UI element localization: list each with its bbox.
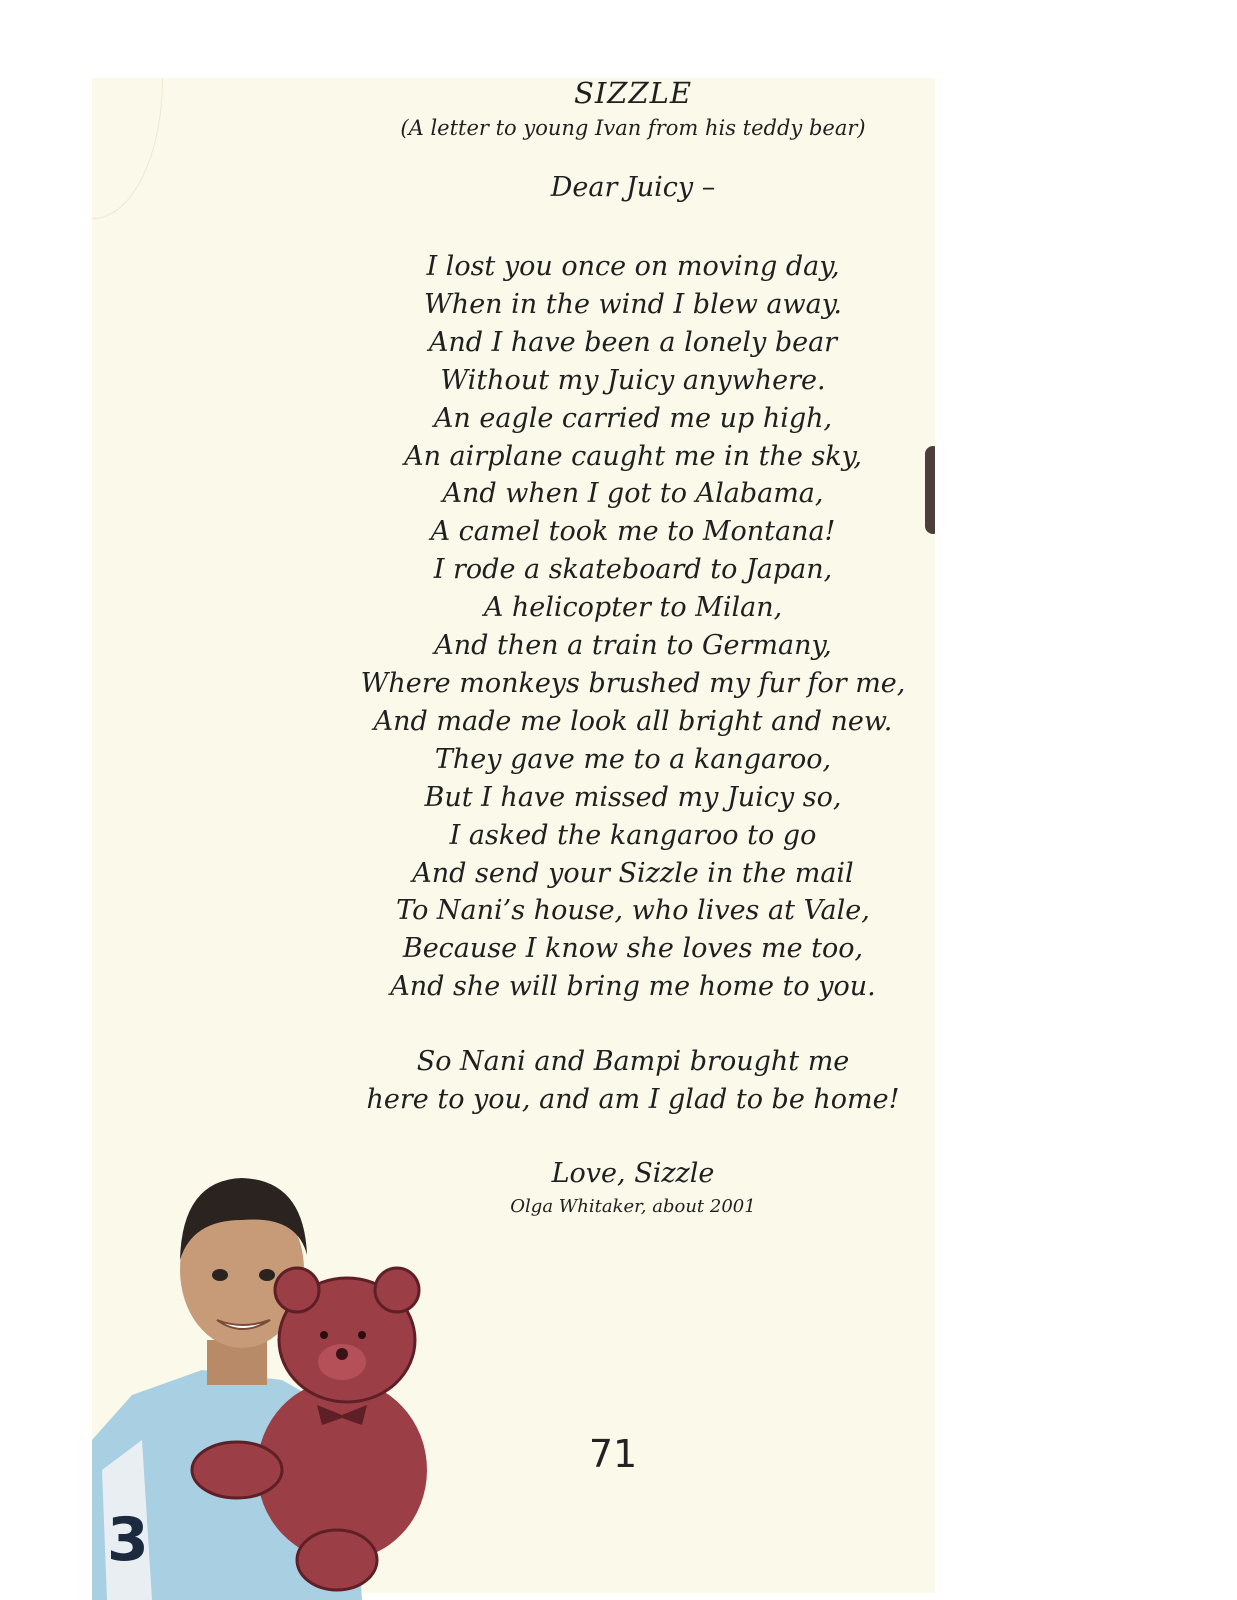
right-eye: [259, 1269, 275, 1281]
bear-ear-left: [275, 1268, 319, 1312]
left-eye: [212, 1269, 228, 1281]
paper-curl: [92, 78, 163, 219]
bear-nose: [336, 1348, 348, 1360]
poem-line: Where monkeys brushed my fur for me,: [360, 667, 906, 699]
salutation: Dear Juicy –: [550, 172, 716, 203]
poem-line: And then a train to Germany,: [434, 630, 832, 662]
signoff: Love, Sizzle: [551, 1158, 715, 1189]
poem-line: But I have missed my Juicy so,: [424, 781, 842, 813]
poem-subtitle: (A letter to young Ivan from his teddy bear): [400, 116, 866, 140]
bear-ear-right: [375, 1268, 419, 1312]
poem-line: When in the wind I blew away.: [424, 288, 842, 320]
poem-line: And she will bring me home to you.: [390, 971, 876, 1003]
poem-line: I lost you once on moving day,: [426, 251, 840, 282]
bear-eye-left: [320, 1331, 328, 1339]
poem-line: And made me look all bright and new.: [373, 705, 893, 737]
poem-line: I rode a skateboard to Japan,: [433, 554, 833, 586]
poem-line: An eagle carried me up high,: [433, 402, 833, 434]
poem-title: SIZZLE: [573, 76, 693, 110]
author-credit: Olga Whitaker, about 2001: [510, 1196, 756, 1217]
poem-line: And when I got to Alabama,: [442, 478, 824, 510]
poem-line: And send your Sizzle in the mail: [412, 857, 854, 889]
page-number: 71: [588, 1432, 638, 1476]
poem-line: And I have been a lonely bear: [428, 326, 838, 358]
poem-line: A camel took me to Montana!: [430, 516, 836, 548]
bear-eye-right: [358, 1331, 366, 1339]
poem-line: They gave me to a kangaroo,: [434, 743, 832, 775]
poem-line: To Nani’s house, who lives at Vale,: [396, 895, 870, 927]
poem-line: Without my Juicy anywhere.: [440, 364, 826, 396]
poem-line: A helicopter to Milan,: [483, 592, 783, 624]
closing-line: So Nani and Bampi brought me: [416, 1046, 850, 1077]
poem-line: An airplane caught me in the sky,: [404, 440, 862, 472]
poem-body: [333, 248, 933, 1006]
bear-leg: [297, 1530, 377, 1590]
closing-paragraph: [333, 1043, 933, 1119]
poem-line: Because I know she loves me too,: [402, 933, 864, 965]
boy-with-teddy-bear-photo-icon: [92, 1140, 442, 1600]
bear-arm: [192, 1442, 282, 1498]
shirt-number: 3: [107, 1505, 149, 1575]
closing-line: here to you, and am I glad to be home!: [366, 1084, 900, 1115]
poem-line: I asked the kangaroo to go: [449, 819, 817, 851]
